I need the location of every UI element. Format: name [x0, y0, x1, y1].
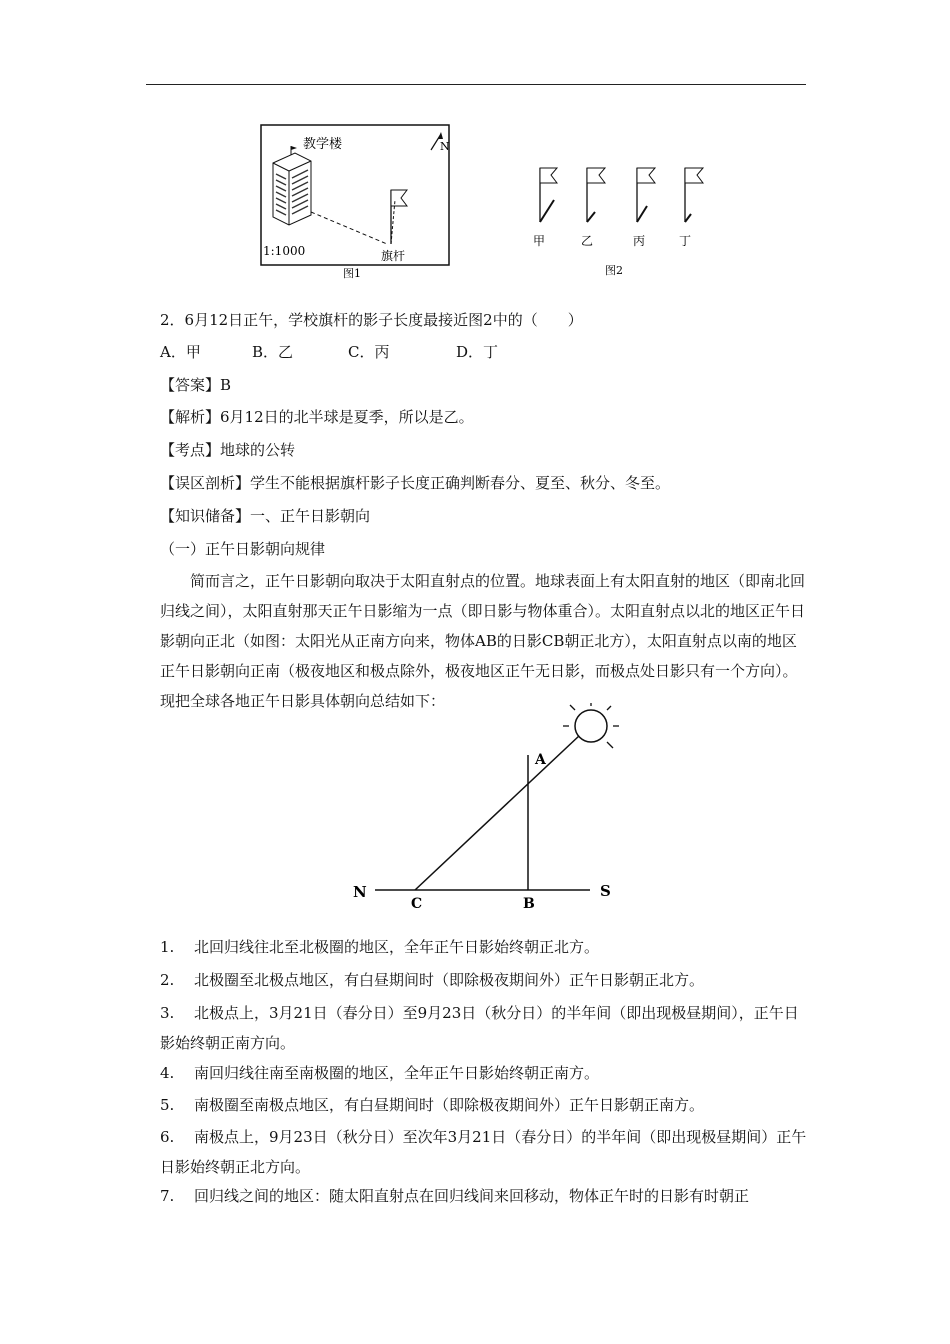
- flag-ding-icon: [685, 168, 703, 222]
- list-item: [160, 932, 810, 962]
- label-c: C: [411, 896, 423, 912]
- point-tag: 【考点】: [160, 441, 221, 459]
- figure-2-caption: 图2: [605, 264, 623, 277]
- list-item-number: 5.: [160, 1096, 175, 1114]
- question-text: 2．6月12日正午，学校旗杆的影子长度最接近图2中的（ ）: [160, 311, 583, 329]
- knowledge-tag: 【知识储备】: [160, 507, 251, 525]
- knowledge-text: 一、正午日影朝向: [250, 507, 371, 525]
- label-n: N: [353, 883, 367, 901]
- figure-1: [255, 120, 455, 280]
- list-item-text: 南极点上，9月23日（秋分日）至次年3月21日（春分日）的半年间（即出现极昼期间）正午日影始终朝正北方向。: [160, 1128, 807, 1176]
- label-b: B: [523, 896, 535, 912]
- flagpole-label: 旗杆: [381, 249, 406, 263]
- list-item-text: 北极圈至北极点地区，有白昼期间时（即除极夜期间外）正午日影朝正北方。: [194, 971, 705, 989]
- options-row: [160, 342, 498, 362]
- point-line: [160, 440, 295, 460]
- list-item-number: 3.: [160, 1004, 175, 1022]
- scale-label: 1:1000: [263, 244, 306, 258]
- mistake-text: 学生不能根据旗杆影子长度正确判断春分、夏至、秋分、冬至。: [250, 474, 671, 492]
- point-text: 地球的公转: [220, 441, 296, 459]
- label-s: S: [600, 882, 611, 900]
- header-rule: [146, 84, 806, 85]
- sun-ray: [415, 735, 580, 890]
- list-item: [160, 1058, 810, 1088]
- list-item-text: 北极点上，3月21日（春分日）至9月23日（秋分日）的半年间（即出现极昼期间），正午日影始终朝正南方向。: [160, 1004, 799, 1052]
- flag-jia-icon: [540, 168, 557, 222]
- mistake-tag: 【误区剖析】: [160, 474, 251, 492]
- label-a: A: [535, 752, 546, 768]
- flagpole-icon: [391, 190, 407, 244]
- option-a: A．甲: [160, 343, 201, 361]
- list-item-text: 回归线之间的地区：随太阳直射点在回归线间来回移动，物体正午时的日影有时朝正: [194, 1187, 750, 1205]
- flag-label-ding: 丁: [679, 234, 692, 248]
- building-label: 教学楼: [303, 137, 343, 152]
- list-item-number: 1.: [160, 938, 175, 956]
- list-item-number: 4.: [160, 1064, 175, 1082]
- analysis-line: [160, 407, 474, 427]
- building-icon: [273, 146, 311, 225]
- list-item-text: 南极圈至南极点地区，有白昼期间时（即除极夜期间外）正午日影朝正南方。: [194, 1096, 705, 1114]
- list-item: [160, 998, 810, 1058]
- answer-line: [160, 375, 231, 395]
- flag-bing-icon: [637, 168, 655, 222]
- subheading: （一）正午日影朝向规律: [160, 540, 326, 558]
- knowledge-line: [160, 506, 370, 526]
- answer-tag: 【答案】: [160, 376, 221, 394]
- distance-line: [311, 212, 387, 244]
- north-label: N: [440, 140, 450, 153]
- flag-label-yi: 乙: [581, 234, 594, 248]
- list-item: [160, 1181, 810, 1211]
- figure-1-caption: 图1: [343, 267, 361, 280]
- list-item: [160, 1090, 810, 1120]
- body-paragraph: 简而言之，正午日影朝向取决于太阳直射点的位置。地球表面上有太阳直射的地区（即南北回归线之间），太阳直射那天正午日影缩为一点（即日影与物体重合）。太阳直射点以北的地区正午日影朝向正北（如图：太阳光从正南方向来，物体AB的日影CB朝正北方），太阳直射点以南的地区正午日影朝向正南（极夜地区和极点除外，极夜地区正午无日影，而极点处日影只有一个方向）。现把全球各地正午日影具体朝向总结如下：: [160, 572, 806, 710]
- option-b: B．乙: [252, 343, 294, 361]
- mistake-line: [160, 473, 670, 493]
- sun-icon: [563, 703, 619, 748]
- option-d: D．丁: [456, 343, 499, 361]
- list-item-text: 南回归线往南至南极圈的地区，全年正午日影始终朝正南方。: [194, 1064, 600, 1082]
- list-item: [160, 965, 810, 995]
- analysis-tag: 【解析】: [160, 408, 221, 426]
- analysis-text: 6月12日的北半球是夏季，所以是乙。: [220, 408, 474, 426]
- list-item-number: 2.: [160, 971, 175, 989]
- list-item-text: 北回归线往北至北极圈的地区，全年正午日影始终朝正北方。: [194, 938, 600, 956]
- list-item-number: 6.: [160, 1128, 175, 1146]
- list-item: [160, 1122, 810, 1182]
- answer-text: B: [220, 376, 232, 394]
- flag-yi-icon: [587, 168, 605, 222]
- shadow-diagram: [345, 700, 625, 915]
- list-item-number: 7.: [160, 1187, 175, 1205]
- flag-label-bing: 丙: [633, 234, 646, 248]
- figure-2: [525, 160, 725, 280]
- flag-label-jia: 甲: [533, 234, 546, 248]
- option-c: C．丙: [348, 343, 390, 361]
